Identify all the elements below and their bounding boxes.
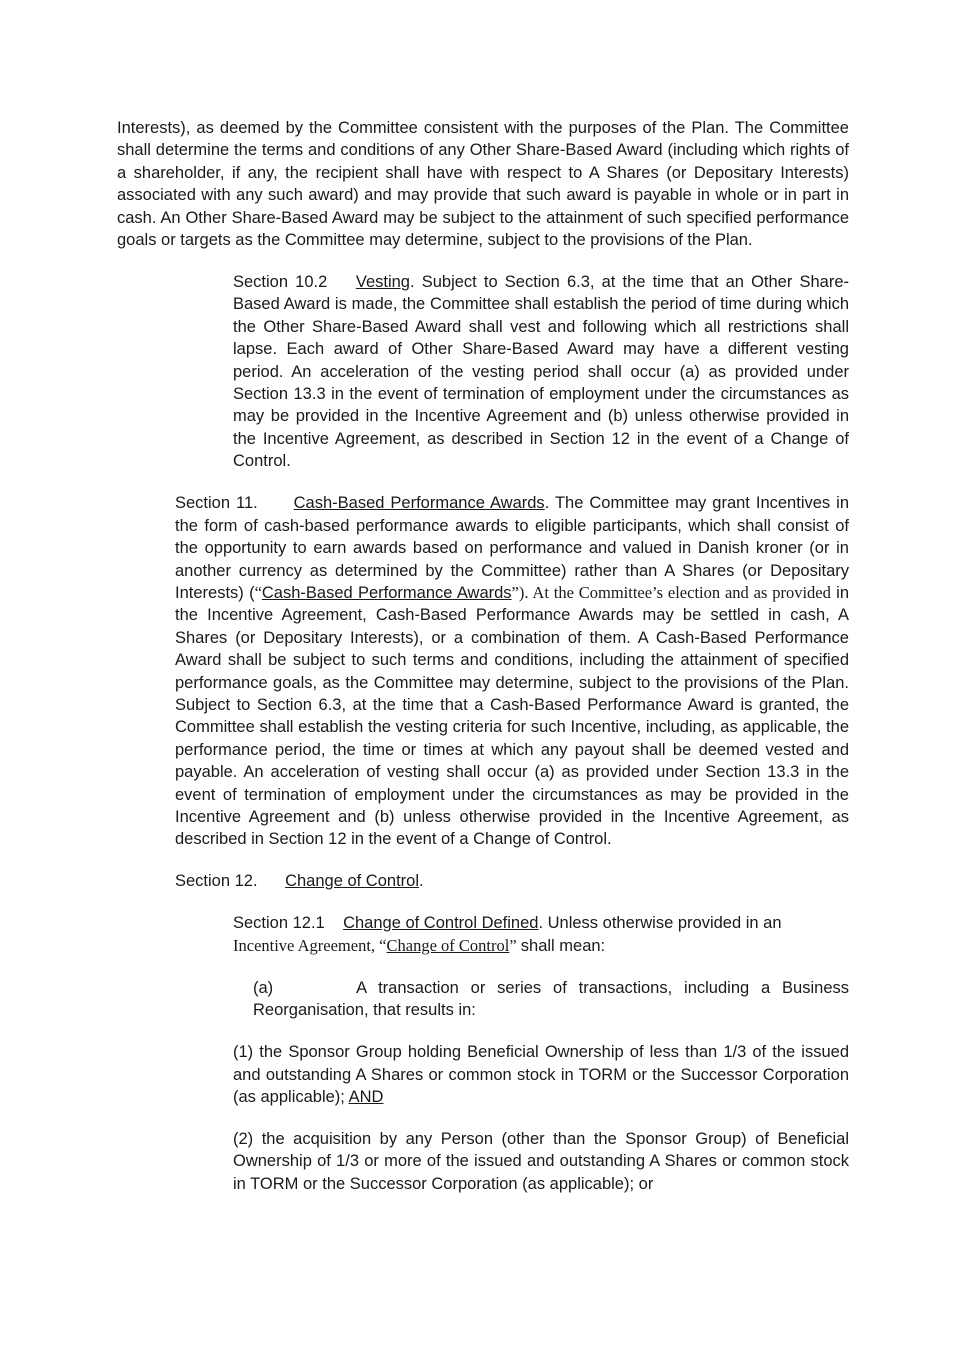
section-11-text-2: in the Incentive Agreement, Cash-Based Performance Awards may be settled in cash, A Shares (or Depositary Interests), or a combination of them. A Cash-Based Performance Award shall be subject to such terms and conditions, including the attainment of specified performance goals, as the Committee may determine, subject to the provisions of the Plan. Subject to Section 6.3, at the time that a Cash-Based Performance Award is granted, the Committee shall establish the vesting criteria for such Incentive, including, as applicable, the performance period, the time or times at which any payout shall be deemed vested and payable. An acceleration of vesting shall occur (a) as provided under Section 13.3 in the event of termination of employment under the circumstances as may be provided in the Incentive Agreement and (b) unless otherwise provided in the Incentive Agreement, as described in Section 12 in the event of a Change of Control. xyxy=(175,583,849,849)
section-12-1-heading: Change of Control Defined xyxy=(343,914,539,933)
section-12-1-text-2: Incentive Agreement, “ xyxy=(233,935,387,955)
section-11-quote-close: ”). At the Committee’s election and as provided xyxy=(511,582,831,602)
section-11-quote-open: “ xyxy=(254,582,262,602)
section-12-number: Section 12. xyxy=(175,872,258,891)
section-11-heading: Cash-Based Performance Awards xyxy=(293,494,545,513)
section-12-1 xyxy=(117,912,849,957)
section-12-1-text-3: ” xyxy=(509,935,521,955)
item-2: (2) the acquisition by any Person (other than the Sponsor Group) of Beneficial Ownership of 1/3 or more of the issued and outstanding A Shares or common stock in TORM or the Successor Corporation (as applicable); or xyxy=(233,1130,849,1193)
section-12-period: . xyxy=(419,872,424,891)
section-12-1-text-4: shall mean: xyxy=(520,936,606,955)
item-a-text: A transaction or series of transactions, including a Business Reorganisation, that results in: xyxy=(253,978,850,1020)
section-10-2-number: Section 10.2 xyxy=(233,273,328,292)
section-12-heading: Change of Control xyxy=(285,872,419,891)
item-a-label: (a) xyxy=(253,978,274,997)
item-a xyxy=(127,977,849,1022)
section-12-1-number: Section 12.1 xyxy=(233,914,325,933)
section-11-text-1: . The Committee may grant Incentives in the form of cash-based performance awards to eligible participants, which shall consist of the opportunity to earn awards based on performance and valued in Danish kroner (or in another currency as determined by the Committee) rather than A Shares (or Depositary Interests) ( xyxy=(175,494,849,602)
section-12-1-text-1: . Unless otherwise provided in an xyxy=(538,914,782,933)
section-11-defined-term: Cash-Based Performance Awards xyxy=(261,583,512,602)
section-10-2-heading: Vesting xyxy=(355,273,410,292)
section-12-heading-line xyxy=(117,870,849,892)
section-11-number: Section 11. xyxy=(175,494,258,513)
section-10-2-text: . Subject to Section 6.3, at the time that an Other Share-Based Award is made, the Committee shall establish the period of time during which the Other Share-Based Award shall vest and following which all restrictions shall lapse. Each award of Other Share-Based Award may have a different vesting period. An acceleration of the vesting period shall occur (a) as provided under Section 13.3 in the event of termination of employment under the circumstances as may be provided in the Incentive Agreement and (b) unless otherwise provided in the Incentive Agreement, as described in Section 12 in the event of a Change of Control. xyxy=(233,273,849,471)
item-1-text: (1) the Sponsor Group holding Beneficial Ownership of less than 1/3 of the issued and outstanding A Shares or common stock in TORM or the Successor Corporation (as applicable); xyxy=(233,1043,849,1106)
section-10-2 xyxy=(117,271,849,473)
document-page xyxy=(117,117,849,1195)
section-12-1-defined-term: Change of Control xyxy=(386,935,510,955)
item-1-conjunction: AND xyxy=(348,1088,384,1106)
item-1 xyxy=(233,1041,849,1108)
section-11 xyxy=(117,492,849,851)
paragraph-10-1-continuation: Interests), as deemed by the Committee consistent with the purposes of the Plan. The Committee shall determine the terms and conditions of any Other Share-Based Award (including which rights of a shareholder, if any, the recipient shall have with respect to A Shares (or Depositary Interests) associated with any such award) and may provide that such award is payable in whole or in part in cash. An Other Share-Based Award may be subject to the attainment of such specified performance goals or targets as the Committee may determine, subject to the provisions of the Plan. xyxy=(117,119,849,250)
